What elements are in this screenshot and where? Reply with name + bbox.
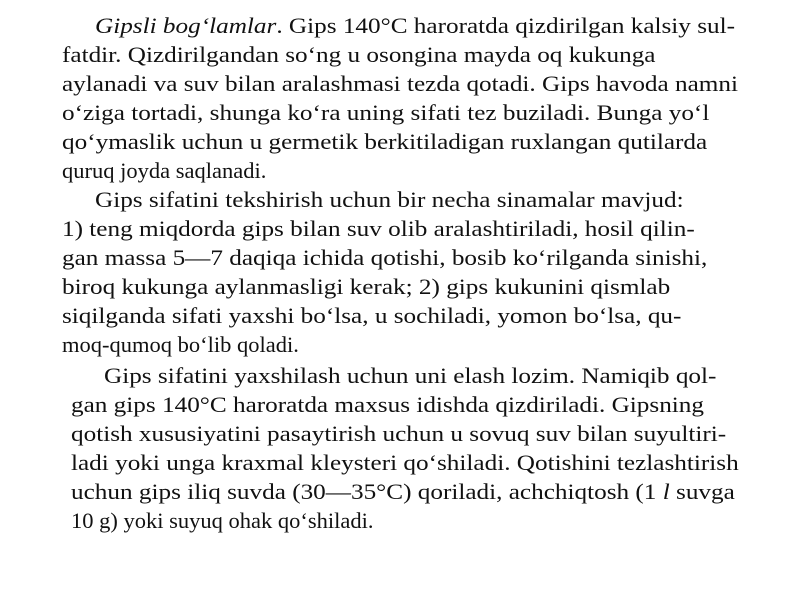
- unit-symbol: l: [662, 479, 670, 504]
- text-line: [71, 394, 704, 417]
- text-run: . Gips 140°C haroratda qizdirilgan kalsiy sul-: [276, 13, 736, 38]
- text-line: [62, 247, 707, 270]
- text-run: uchun gips iliq suvda (30—35°C) qoriladi, achchiqtosh (1: [71, 479, 663, 504]
- text-line: [62, 334, 299, 357]
- text-run: moq-qumoq bo‘lib qoladi.: [62, 332, 299, 357]
- text-line: [62, 305, 681, 328]
- text-line: [62, 276, 670, 299]
- text-line: [71, 481, 735, 504]
- text-line: [62, 44, 655, 67]
- text-run: aylanadi va suv bilan aralashmasi tezda qotadi. Gips havoda namni: [62, 71, 739, 96]
- text-run: 1) teng miqdorda gips bilan suv olib aralashtiriladi, hosil qilin-: [62, 216, 695, 241]
- text-run: gan gips 140°C haroratda maxsus idishda qizdiriladi. Gipsning: [71, 392, 704, 417]
- text-line: [95, 15, 735, 38]
- text-line: [71, 423, 726, 446]
- text-run: ladi yoki unga kraxmal kleysteri qo‘shiladi. Qotishini tezlashtirish: [71, 450, 739, 475]
- heading-term: Gipsli bog‘lamlar: [95, 13, 277, 38]
- text-run: qo‘ymaslik uchun u germetik berkitiladigan ruxlangan qutilarda: [62, 129, 708, 154]
- text-run: qotish xususiyatini pasaytirish uchun u sovuq suv bilan suyultiri-: [71, 421, 727, 446]
- text-line: [71, 510, 373, 533]
- text-run: fatdir. Qizdirilgandan so‘ng u osongina mayda oq kukunga: [62, 42, 656, 67]
- text-run: o‘ziga tortadi, shunga ko‘ra uning sifati tez buziladi. Bunga yo‘l: [62, 100, 710, 125]
- text-line: [62, 102, 709, 125]
- text-run: siqilganda sifati yaxshi bo‘lsa, u sochiladi, yomon bo‘lsa, qu-: [62, 303, 682, 328]
- text-run: biroq kukunga aylanmasligi kerak; 2) gips kukunini qismlab: [62, 274, 671, 299]
- text-run: Gips sifatini yaxshilash uchun uni elash lozim. Namiqib qol-: [104, 363, 717, 388]
- text-line: [71, 452, 739, 475]
- text-run: 10 g) yoki suyuq ohak qo‘shiladi.: [71, 508, 374, 533]
- text-run: suvga: [669, 479, 735, 504]
- text-run: Gips sifatini tekshirish uchun bir necha sinamalar mavjud:: [95, 187, 684, 212]
- text-line: [62, 160, 266, 183]
- text-line: [104, 365, 716, 388]
- text-line: [95, 189, 684, 212]
- text-run: gan massa 5—7 daqiqa ichida qotishi, bosib ko‘rilganda sinishi,: [62, 245, 708, 270]
- text-line: [62, 131, 707, 154]
- text-line: [62, 73, 738, 96]
- text-line: [62, 218, 695, 241]
- text-run: quruq joyda saqlanadi.: [62, 158, 267, 183]
